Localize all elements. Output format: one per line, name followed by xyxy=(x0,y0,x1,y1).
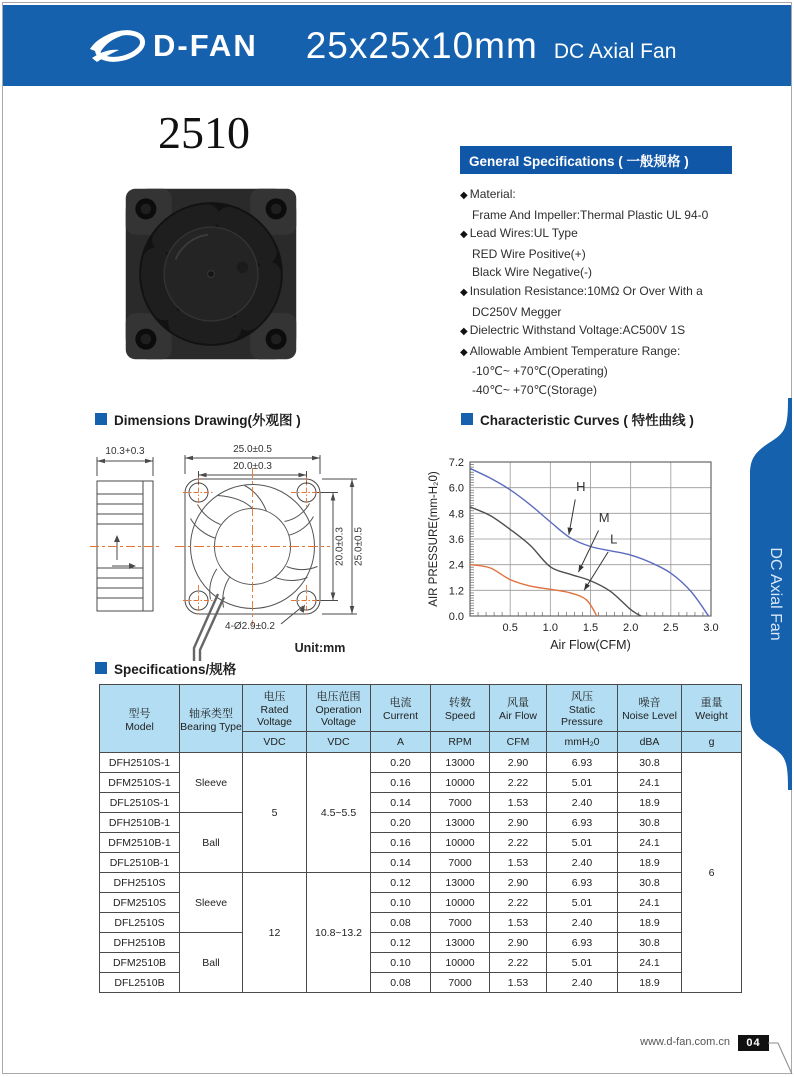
spec-item: ◆ Dielectric Withstand Voltage:AC500V 1S xyxy=(460,323,686,338)
curves-title-text: Characteristic Curves ( 特性曲线 ) xyxy=(480,413,694,428)
speed-cell: 10000 xyxy=(431,833,490,853)
characteristic-curves-chart xyxy=(425,434,745,671)
unit-weight: g xyxy=(682,732,742,753)
dim-mounting-holes-label: 4-Ø2.9±0.2 xyxy=(225,621,275,632)
y-tick-label: 3.6 xyxy=(448,534,464,546)
general-specifications-panel xyxy=(460,146,738,400)
curve-label-M: M xyxy=(598,509,610,525)
model-cell: DFH2510B-1 xyxy=(100,813,180,833)
dim-hole-pitch-width-label: 20.0±0.3 xyxy=(233,461,272,472)
table-row xyxy=(100,933,742,953)
unit-rated-voltage: VDC xyxy=(243,732,307,753)
diamond-bullet-icon: ◆ xyxy=(460,190,468,201)
curve-label-H: H xyxy=(576,478,586,494)
model-cell: DFL2510S xyxy=(100,913,180,933)
general-specifications-title: General Specifications ( 一般规格 ) xyxy=(460,146,732,174)
pressure-cell: 5.01 xyxy=(547,893,618,913)
pressure-cell: 6.93 xyxy=(547,753,618,773)
speed-cell: 13000 xyxy=(431,873,490,893)
bearing-cell: Sleeve xyxy=(180,753,243,813)
model-cell: DFH2510S xyxy=(100,873,180,893)
dim-hole-pitch-height-label: 20.0±0.3 xyxy=(334,527,346,566)
pressure-cell: 2.40 xyxy=(547,913,618,933)
current-cell: 0.14 xyxy=(371,793,431,813)
noise-cell: 24.1 xyxy=(618,953,682,973)
bearing-cell: Ball xyxy=(180,933,243,993)
weight-cell: 6 xyxy=(682,753,742,993)
current-cell: 0.10 xyxy=(371,893,431,913)
dimensions-section-title xyxy=(95,409,301,429)
airflow-cell: 1.53 xyxy=(490,973,547,993)
noise-cell: 18.9 xyxy=(618,793,682,813)
current-cell: 0.08 xyxy=(371,973,431,993)
current-cell: 0.20 xyxy=(371,813,431,833)
fan-logo-icon xyxy=(89,25,147,67)
x-tick-label: 3.0 xyxy=(703,622,719,634)
y-tick-label: 6.0 xyxy=(448,482,464,495)
dimensions-drawing xyxy=(90,428,450,663)
noise-cell: 30.8 xyxy=(618,753,682,773)
current-cell: 0.16 xyxy=(371,773,431,793)
noise-cell: 24.1 xyxy=(618,893,682,913)
model-cell: DFM2510S xyxy=(100,893,180,913)
pressure-cell: 5.01 xyxy=(547,953,618,973)
operation-voltage-cell: 10.8~13.2 xyxy=(307,873,371,993)
noise-cell: 30.8 xyxy=(618,813,682,833)
airflow-cell: 2.22 xyxy=(490,953,547,973)
dim-depth-label: 10.3+0.3 xyxy=(105,446,145,457)
speed-cell: 10000 xyxy=(431,773,490,793)
spec-item: ◆ Allowable Ambient Temperature Range: xyxy=(460,343,681,358)
pressure-cell: 2.40 xyxy=(547,853,618,873)
annotation-arrowhead-M xyxy=(578,565,583,572)
x-tick-label: 1.5 xyxy=(582,622,599,634)
operation-voltage-cell: 4.5~5.5 xyxy=(307,753,371,873)
speed-cell: 7000 xyxy=(431,853,490,873)
speed-cell: 13000 xyxy=(431,813,490,833)
noise-cell: 24.1 xyxy=(618,773,682,793)
specifications-title-text: Specifications/规格 xyxy=(114,662,237,677)
doc-title-group xyxy=(306,25,677,67)
page-subtitle: DC Axial Fan xyxy=(553,39,677,63)
rated-voltage-cell: 12 xyxy=(243,873,307,993)
col-header-weight: 重量 Weight xyxy=(682,685,742,732)
spec-item: DC250V Megger xyxy=(472,304,562,319)
table-row xyxy=(100,873,742,893)
spec-item: RED Wire Positive(+) xyxy=(472,246,586,261)
spec-item: -10℃~ +70℃(Operating) xyxy=(472,364,608,379)
col-header-operation-voltage: 电压范围 Operation Voltage xyxy=(307,685,371,732)
page-number-badge: 04 xyxy=(738,1035,769,1051)
model-cell: DFM2510B xyxy=(100,953,180,973)
speed-cell: 13000 xyxy=(431,753,490,773)
header-bar xyxy=(3,5,791,86)
model-cell: DFL2510B-1 xyxy=(100,853,180,873)
bearing-cell: Ball xyxy=(180,813,243,873)
col-header-model: 型号 Model xyxy=(100,685,180,753)
speed-cell: 13000 xyxy=(431,933,490,953)
pressure-cell: 5.01 xyxy=(547,773,618,793)
model-cell: DFL2510S-1 xyxy=(100,793,180,813)
general-specifications-list xyxy=(460,185,738,400)
noise-cell: 18.9 xyxy=(618,973,682,993)
noise-cell: 30.8 xyxy=(618,933,682,953)
product-model-title: 2510 xyxy=(158,107,250,158)
model-cell: DFM2510S-1 xyxy=(100,773,180,793)
annotation-arrowhead-H xyxy=(568,527,573,534)
airflow-cell: 2.22 xyxy=(490,893,547,913)
noise-cell: 30.8 xyxy=(618,873,682,893)
airflow-cell: 2.22 xyxy=(490,773,547,793)
specifications-section-title xyxy=(95,658,236,678)
specifications-table xyxy=(99,684,742,993)
col-header-bearing: 轴承类型 Bearing Type xyxy=(180,685,243,753)
spec-item: Frame And Impeller:Thermal Plastic UL 94-0 xyxy=(472,207,709,222)
speed-cell: 7000 xyxy=(431,793,490,813)
curve-label-L: L xyxy=(610,531,618,547)
pressure-cell: 6.93 xyxy=(547,873,618,893)
y-tick-label: 1.2 xyxy=(448,585,464,598)
airflow-pressure-chart xyxy=(425,434,745,666)
spec-item: -40℃~ +70℃(Storage) xyxy=(472,382,598,397)
airflow-cell: 1.53 xyxy=(490,853,547,873)
fan-product-photo xyxy=(120,183,302,365)
x-tick-label: 2.0 xyxy=(623,622,639,634)
col-header-speed: 转数 Speed xyxy=(431,685,490,732)
model-cell: DFM2510B-1 xyxy=(100,833,180,853)
speed-cell: 7000 xyxy=(431,973,490,993)
side-tab-label: DC Axial Fan xyxy=(767,547,784,641)
page-title: 25x25x10mm xyxy=(305,24,538,66)
spec-item: ◆ Lead Wires:UL Type xyxy=(460,226,578,241)
x-tick-label: 2.5 xyxy=(663,622,679,634)
pressure-cell: 5.01 xyxy=(547,833,618,853)
unit-noise: dBA xyxy=(618,732,682,753)
side-tab xyxy=(746,398,792,790)
col-header-noise: 噪音 Noise Level xyxy=(618,685,682,732)
dim-outer-width-label: 25.0±0.5 xyxy=(233,444,272,455)
footer-website: www.d-fan.com.cn xyxy=(640,1036,730,1048)
pressure-cell: 6.93 xyxy=(547,813,618,833)
y-tick-label: 4.8 xyxy=(448,508,464,521)
diamond-bullet-icon: ◆ xyxy=(460,286,468,298)
col-header-rated-voltage: 电压 Rated Voltage xyxy=(243,685,307,732)
speed-cell: 10000 xyxy=(431,893,490,913)
x-tick-label: 0.5 xyxy=(502,622,518,634)
noise-cell: 24.1 xyxy=(618,833,682,853)
noise-cell: 18.9 xyxy=(618,913,682,933)
current-cell: 0.16 xyxy=(371,833,431,853)
model-cell: DFL2510B xyxy=(100,973,180,993)
col-header-airflow: 风量 Air Flow xyxy=(490,685,547,732)
speed-cell: 10000 xyxy=(431,953,490,973)
dim-outer-height-label: 25.0±0.5 xyxy=(353,527,365,566)
table-row xyxy=(100,813,742,833)
unit-speed: RPM xyxy=(431,732,490,753)
model-cell: DFH2510B xyxy=(100,933,180,953)
airflow-cell: 1.53 xyxy=(490,793,547,813)
curve-H xyxy=(470,468,709,616)
y-tick-label: 7.2 xyxy=(448,457,464,469)
col-header-static-pressure: 风压 Static Pressure xyxy=(547,685,618,732)
noise-cell: 18.9 xyxy=(618,853,682,873)
col-header-current: 电流 Current xyxy=(371,685,431,732)
diamond-bullet-icon: ◆ xyxy=(460,346,468,358)
speed-cell: 7000 xyxy=(431,913,490,933)
current-cell: 0.12 xyxy=(371,873,431,893)
airflow-cell: 1.53 xyxy=(490,913,547,933)
x-axis-title: Air Flow(CFM) xyxy=(550,638,631,652)
airflow-cell: 2.90 xyxy=(490,813,547,833)
unit-current: A xyxy=(371,732,431,753)
airflow-cell: 2.90 xyxy=(490,873,547,893)
spec-item: Black Wire Negative(-) xyxy=(472,265,593,280)
unit-label: Unit:mm xyxy=(294,641,346,655)
spec-item: ◆ Material: xyxy=(460,187,516,201)
airflow-cell: 2.90 xyxy=(490,753,547,773)
airflow-cell: 2.90 xyxy=(490,933,547,953)
section-bullet-icon xyxy=(95,662,107,674)
unit-static-pressure: mmH₂0 xyxy=(547,732,618,753)
curve-M xyxy=(470,507,641,616)
y-axis-title: AIR PRESSURE(mm-H₂0) xyxy=(428,471,440,607)
current-cell: 0.08 xyxy=(371,913,431,933)
diamond-bullet-icon: ◆ xyxy=(460,229,468,241)
pressure-cell: 2.40 xyxy=(547,793,618,813)
footer-corner-line xyxy=(766,1036,794,1076)
unit-airflow: CFM xyxy=(490,732,547,753)
y-tick-label: 2.4 xyxy=(448,559,464,572)
annotation-arrowhead-L xyxy=(584,583,590,590)
x-tick-label: 1.0 xyxy=(542,622,558,634)
current-cell: 0.14 xyxy=(371,853,431,873)
bearing-cell: Sleeve xyxy=(180,873,243,933)
model-cell: DFH2510S-1 xyxy=(100,753,180,773)
section-bullet-icon xyxy=(95,413,107,425)
curves-section-title xyxy=(461,409,694,429)
pressure-cell: 2.40 xyxy=(547,973,618,993)
current-cell: 0.12 xyxy=(371,933,431,953)
brand-name: D-FAN xyxy=(153,27,258,63)
airflow-cell: 2.22 xyxy=(490,833,547,853)
diamond-bullet-icon: ◆ xyxy=(460,326,468,338)
y-tick-label: 0.0 xyxy=(448,611,464,623)
spec-item: ◆ Insulation Resistance:10MΩ Or Over With a xyxy=(460,283,703,298)
brand-logo xyxy=(89,25,258,67)
section-bullet-icon xyxy=(461,413,473,425)
rated-voltage-cell: 5 xyxy=(243,753,307,873)
current-cell: 0.10 xyxy=(371,953,431,973)
unit-operation-voltage: VDC xyxy=(307,732,371,753)
dimensions-title-text: Dimensions Drawing(外观图 ) xyxy=(114,413,301,428)
table-row xyxy=(100,753,742,773)
current-cell: 0.20 xyxy=(371,753,431,773)
pressure-cell: 6.93 xyxy=(547,933,618,953)
